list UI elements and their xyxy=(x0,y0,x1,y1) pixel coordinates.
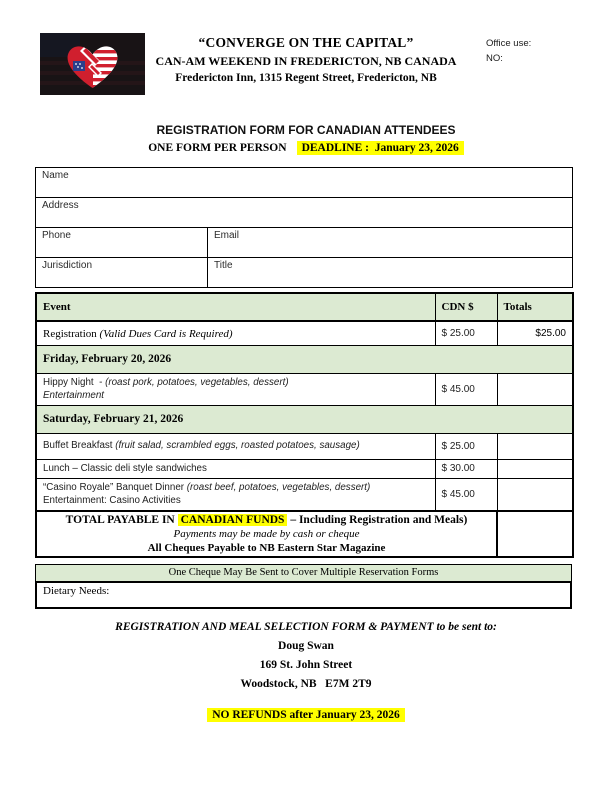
jurisdiction-label: Jurisdiction xyxy=(42,260,93,271)
banquet-dinner-label: “Casino Royale” Banquet Dinner xyxy=(43,481,187,493)
address-label: Address xyxy=(42,200,79,211)
jurisdiction-input-area[interactable] xyxy=(36,258,208,288)
hippy-night-row xyxy=(36,373,573,405)
lunch-item: Lunch – Classic deli style sandwiches xyxy=(36,459,435,478)
title-label: Title xyxy=(214,260,233,271)
event-title: “CONVERGE ON THE CAPITAL” xyxy=(198,35,414,50)
payment-methods-note: Payments may be made by cash or cheque xyxy=(173,527,360,540)
can-am-heart-logo xyxy=(40,33,145,95)
send-to-instruction: REGISTRATION AND MEAL SELECTION FORM & PAYMENT to be sent to: xyxy=(115,620,497,633)
office-no-label: NO: xyxy=(486,53,503,64)
saturday-header-row xyxy=(36,405,573,433)
friday-header-row xyxy=(36,345,573,373)
hippy-night-item xyxy=(36,373,435,405)
table-row xyxy=(36,168,573,198)
lunch-total[interactable] xyxy=(497,459,573,478)
table-row xyxy=(36,228,573,258)
document-header xyxy=(35,33,577,97)
friday-header: Friday, February 20, 2026 xyxy=(36,345,573,373)
breakfast-menu: (fruit salad, scrambled eggs, roasted potatoes, sausage) xyxy=(115,440,360,452)
recipient-street: 169 St. John Street xyxy=(259,658,353,671)
one-form-per-person-text: ONE FORM PER PERSON xyxy=(148,142,287,154)
deadline-highlight: DEADLINE : January 23, 2026 xyxy=(297,141,464,155)
recipient-name: Doug Swan xyxy=(278,639,334,652)
refund-notice-block xyxy=(35,709,577,721)
hippy-night-label: Hippy Night - xyxy=(43,376,106,388)
registration-item xyxy=(36,321,435,345)
phone-label: Phone xyxy=(42,230,71,241)
total-payable-line xyxy=(43,514,490,526)
address-input-area[interactable] xyxy=(36,198,573,228)
hippy-night-price: $ 45.00 xyxy=(435,373,497,405)
cheques-payable-note: All Cheques Payable to NB Eastern Star Magazine xyxy=(147,541,386,554)
banquet-dinner-total[interactable] xyxy=(497,478,573,511)
office-use-block xyxy=(486,36,531,66)
banquet-dinner-menu: (roast beef, potatoes, vegetables, dessert) xyxy=(186,481,371,493)
hippy-night-menu: (roast pork, potatoes, vegetables, dessert) xyxy=(105,376,289,388)
banquet-dinner-entertainment: Entertainment: Casino Activities xyxy=(43,495,181,506)
email-label: Email xyxy=(214,230,240,241)
event-subtitle: CAN-AM WEEKEND IN FREDERICTON, NB CANADA xyxy=(155,54,457,68)
registration-label: Registration xyxy=(43,328,100,341)
grand-total-input-cell[interactable] xyxy=(497,511,573,557)
canadian-funds-highlight: CANADIAN FUNDS xyxy=(178,514,288,526)
hippy-night-total[interactable] xyxy=(497,373,573,405)
breakfast-price: $ 25.00 xyxy=(435,433,497,459)
name-input-area[interactable] xyxy=(36,168,573,198)
total-payable-prefix: TOTAL PAYABLE IN xyxy=(65,513,178,526)
banquet-dinner-price: $ 45.00 xyxy=(435,478,497,511)
breakfast-total[interactable] xyxy=(497,433,573,459)
email-input-area[interactable] xyxy=(208,228,573,258)
breakfast-label: Buffet Breakfast xyxy=(43,440,116,452)
cdn-column-header: CDN $ xyxy=(435,293,497,321)
table-row xyxy=(36,258,573,288)
saturday-header: Saturday, February 21, 2026 xyxy=(36,405,573,433)
breakfast-row xyxy=(36,433,573,459)
dietary-needs-label: Dietary Needs: xyxy=(43,584,110,597)
total-payable-suffix: – Including Registration and Meals) xyxy=(287,513,468,526)
registration-note: (Valid Dues Card is Required) xyxy=(99,328,233,341)
breakfast-item xyxy=(36,433,435,459)
table-row xyxy=(36,198,573,228)
title-input-area[interactable] xyxy=(208,258,573,288)
venue-address: Fredericton Inn, 1315 Regent Street, Fredericton, NB xyxy=(175,72,437,84)
table-header-row xyxy=(36,293,573,321)
no-refunds-notice: NO REFUNDS after January 23, 2026 xyxy=(207,708,405,722)
lunch-price: $ 30.00 xyxy=(435,459,497,478)
mailing-instructions-block xyxy=(35,618,577,694)
banquet-dinner-item xyxy=(36,478,435,511)
total-payable-cell xyxy=(36,511,497,557)
form-title: REGISTRATION FORM FOR CANADIAN ATTENDEES xyxy=(156,123,456,137)
hippy-night-entertainment: Entertainment xyxy=(43,390,104,401)
registration-price: $ 25.00 xyxy=(435,321,497,345)
dietary-needs-input-area[interactable] xyxy=(35,581,572,609)
form-title-block xyxy=(35,123,577,154)
office-use-label: Office use: xyxy=(486,38,532,49)
recipient-city-postal: Woodstock, NB E7M 2T9 xyxy=(240,677,372,690)
lunch-row xyxy=(36,459,573,478)
attendee-info-table xyxy=(35,167,573,288)
name-label: Name xyxy=(42,170,69,181)
grand-total-row xyxy=(36,511,573,557)
registration-row xyxy=(36,321,573,345)
one-cheque-note: One Cheque May Be Sent to Cover Multiple Reservation Forms xyxy=(168,566,439,578)
one-cheque-note-bar xyxy=(35,564,572,581)
banquet-dinner-row xyxy=(36,478,573,511)
phone-input-area[interactable] xyxy=(36,228,208,258)
event-column-header: Event xyxy=(36,293,435,321)
totals-column-header: Totals xyxy=(497,293,573,321)
form-instruction xyxy=(35,142,577,154)
event-pricing-table xyxy=(35,292,574,558)
registration-total[interactable]: $25.00 xyxy=(497,321,573,345)
